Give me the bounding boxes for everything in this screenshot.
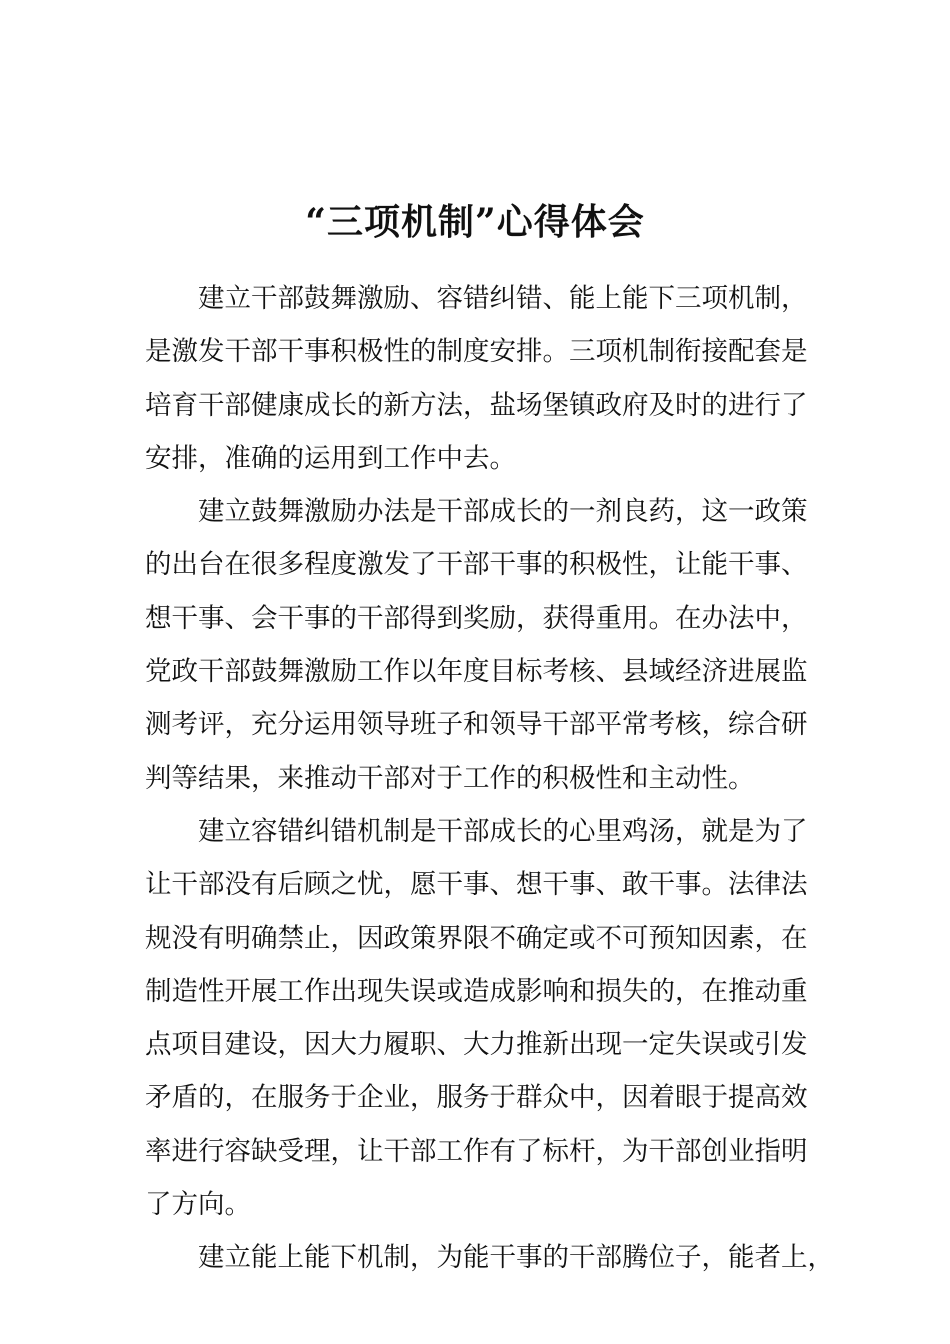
text-line: 想干事、会干事的干部得到奖励，获得重用。在办法中， [145,602,808,634]
text-line: 的出台在很多程度激发了干部干事的积极性，让能干事、 [145,549,808,581]
text-line: 矛盾的，在服务于企业，服务于群众中，因着眼于提高效 [145,1082,808,1114]
text-line: 让干部没有后顾之忧，愿干事、想干事、敢干事。法律法 [145,869,808,901]
text-line: 率进行容缺受理，让干部工作有了标杆，为干部创业指明 [145,1135,808,1167]
page-title: “三项机制”心得体会 [305,201,645,244]
text-line: 建立鼓舞激励办法是干部成长的一剂良药，这一政策 [198,496,808,528]
text-line: 培育干部健康成长的新方法，盐场堡镇政府及时的进行了 [145,389,808,421]
text-line: 建立容错纠错机制是干部成长的心里鸡汤，就是为了 [198,815,808,847]
text-line: 建立干部鼓舞激励、容错纠错、能上能下三项机制， [198,283,808,314]
text-line: 测考评，充分运用领导班子和领导干部平常考核，综合研 [145,709,808,741]
text-line: 建立能上能下机制，为能干事的干部腾位子，能者上， [198,1242,834,1274]
text-line: 规没有明确禁止，因政策界限不确定或不可预知因素，在 [145,922,808,954]
paragraph-1 [145,272,815,485]
text-line: 制造性开展工作出现失误或造成影响和损失的，在推动重 [145,975,808,1007]
text-line: 党政干部鼓舞激励工作以年度目标考核、县域经济进展监 [145,656,808,688]
text-line: 是激发干部干事积极性的制度安排。三项机制衔接配套是 [145,336,808,368]
text-line: 了方向。 [145,1189,251,1221]
text-line: 安排，准确的运用到工作中去。 [145,442,516,474]
document-body [145,272,834,1285]
paragraph-2 [145,485,815,805]
paragraph-4 [145,1231,834,1284]
text-line: 判等结果，来推动干部对于工作的积极性和主动性。 [145,762,755,794]
paragraph-3 [145,805,815,1231]
text-line: 点项目建设，因大力履职、大力推新出现一定失误或引发 [145,1029,808,1061]
